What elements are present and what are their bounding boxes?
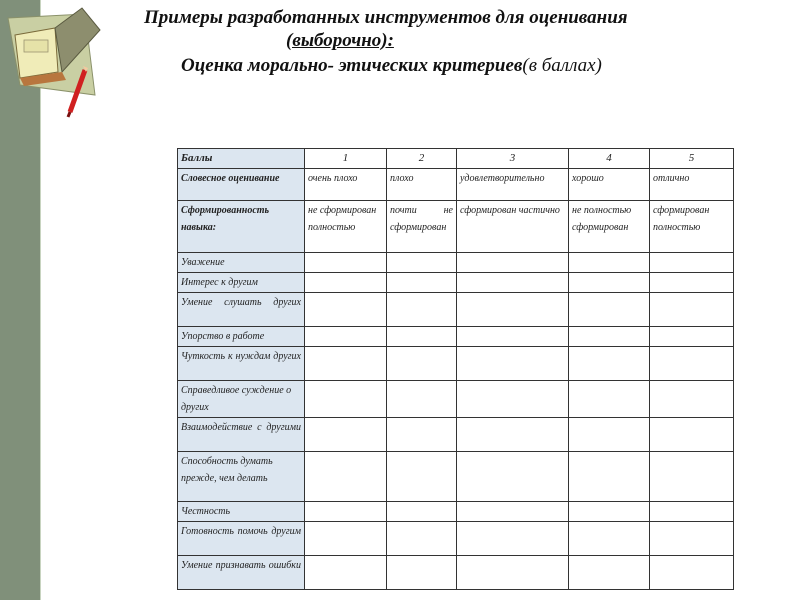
skill-level-value: не сформирован полностью — [305, 201, 387, 253]
book-and-pencil-icon — [0, 0, 110, 120]
score-cell[interactable] — [457, 347, 569, 381]
score-cell[interactable] — [305, 418, 387, 452]
score-cell[interactable] — [387, 381, 457, 418]
score-cell[interactable] — [569, 452, 650, 502]
score-cell[interactable] — [457, 273, 569, 293]
score-cell[interactable] — [387, 293, 457, 327]
score-cell[interactable] — [387, 452, 457, 502]
header-label: Баллы — [178, 149, 305, 169]
score-cell[interactable] — [305, 452, 387, 502]
criterion-label: Справедливое суждение о других — [178, 381, 305, 418]
criterion-row — [178, 347, 734, 381]
criterion-label: Уважение — [178, 253, 305, 273]
criterion-label: Взаимодействие с другими — [178, 418, 305, 452]
skill-level-row — [178, 201, 734, 253]
criterion-row — [178, 522, 734, 556]
verbal-rating-value: хорошо — [569, 169, 650, 201]
score-cell[interactable] — [457, 502, 569, 522]
score-cell[interactable] — [305, 502, 387, 522]
title-line-1: Примеры разработанных инструментов для оценивания — [144, 7, 628, 28]
criterion-row — [178, 502, 734, 522]
verbal-rating-value: отлично — [650, 169, 734, 201]
score-cell[interactable] — [457, 556, 569, 590]
criterion-row — [178, 273, 734, 293]
score-header: 3 — [457, 149, 569, 169]
verbal-rating-value: очень плохо — [305, 169, 387, 201]
score-cell[interactable] — [305, 522, 387, 556]
score-cell[interactable] — [569, 502, 650, 522]
score-header: 4 — [569, 149, 650, 169]
subtitle-main: Оценка морально- этических критериев — [181, 55, 523, 76]
criterion-label: Чуткость к нуждам других — [178, 347, 305, 381]
score-cell[interactable] — [457, 327, 569, 347]
score-cell[interactable] — [569, 556, 650, 590]
title-line-2: (выборочно): — [286, 30, 394, 51]
verbal-rating-row — [178, 169, 734, 201]
skill-level-value: не полностью сформирован — [569, 201, 650, 253]
score-cell[interactable] — [650, 273, 734, 293]
score-cell[interactable] — [387, 273, 457, 293]
score-header: 2 — [387, 149, 457, 169]
score-header: 1 — [305, 149, 387, 169]
criterion-label: Интерес к другим — [178, 273, 305, 293]
score-cell[interactable] — [457, 253, 569, 273]
criterion-row — [178, 418, 734, 452]
score-header: 5 — [650, 149, 734, 169]
score-cell[interactable] — [305, 347, 387, 381]
verbal-rating-value: плохо — [387, 169, 457, 201]
score-cell[interactable] — [569, 327, 650, 347]
assessment-table — [177, 148, 734, 590]
score-cell[interactable] — [305, 293, 387, 327]
score-cell[interactable] — [457, 418, 569, 452]
score-cell[interactable] — [387, 327, 457, 347]
score-cell[interactable] — [457, 522, 569, 556]
skill-level-value: сформирован частично — [457, 201, 569, 253]
criterion-row — [178, 556, 734, 590]
score-cell[interactable] — [650, 418, 734, 452]
score-cell[interactable] — [569, 293, 650, 327]
score-cell[interactable] — [457, 381, 569, 418]
score-cell[interactable] — [305, 327, 387, 347]
criterion-label: Умение слушать других — [178, 293, 305, 327]
score-cell[interactable] — [387, 253, 457, 273]
score-cell[interactable] — [650, 522, 734, 556]
criterion-row — [178, 293, 734, 327]
score-cell[interactable] — [569, 381, 650, 418]
criterion-label: Честность — [178, 502, 305, 522]
score-cell[interactable] — [650, 253, 734, 273]
score-cell[interactable] — [650, 556, 734, 590]
criterion-label: Способность думать прежде, чем делать — [178, 452, 305, 502]
score-cell[interactable] — [305, 273, 387, 293]
score-cell[interactable] — [569, 418, 650, 452]
criterion-row — [178, 381, 734, 418]
title-line-3 — [181, 55, 602, 77]
criterion-row — [178, 253, 734, 273]
criterion-label: Упорство в работе — [178, 327, 305, 347]
score-cell[interactable] — [650, 502, 734, 522]
criterion-label: Готовность помочь другим — [178, 522, 305, 556]
score-cell[interactable] — [387, 418, 457, 452]
score-cell[interactable] — [387, 522, 457, 556]
score-cell[interactable] — [305, 556, 387, 590]
score-cell[interactable] — [650, 327, 734, 347]
skill-level-value: почти не сформирован — [387, 201, 457, 253]
criterion-row — [178, 452, 734, 502]
score-cell[interactable] — [387, 347, 457, 381]
verbal-rating-label: Словесное оценивание — [178, 169, 305, 201]
subtitle-units: (в баллах) — [522, 55, 602, 76]
verbal-rating-value: удовлетворительно — [457, 169, 569, 201]
score-cell[interactable] — [650, 347, 734, 381]
score-cell[interactable] — [387, 502, 457, 522]
score-cell[interactable] — [387, 556, 457, 590]
score-cell[interactable] — [457, 452, 569, 502]
score-cell[interactable] — [569, 347, 650, 381]
skill-level-value: сформирован полностью — [650, 201, 734, 253]
criterion-row — [178, 327, 734, 347]
score-cell[interactable] — [305, 253, 387, 273]
score-cell[interactable] — [650, 293, 734, 327]
header-row — [178, 149, 734, 169]
score-cell[interactable] — [569, 253, 650, 273]
criterion-label: Умение признавать ошибки — [178, 556, 305, 590]
score-cell[interactable] — [650, 381, 734, 418]
score-cell[interactable] — [650, 452, 734, 502]
score-cell[interactable] — [569, 522, 650, 556]
skill-level-label: Сформированность навыка: — [178, 201, 305, 253]
score-cell[interactable] — [305, 381, 387, 418]
score-cell[interactable] — [457, 293, 569, 327]
score-cell[interactable] — [569, 273, 650, 293]
